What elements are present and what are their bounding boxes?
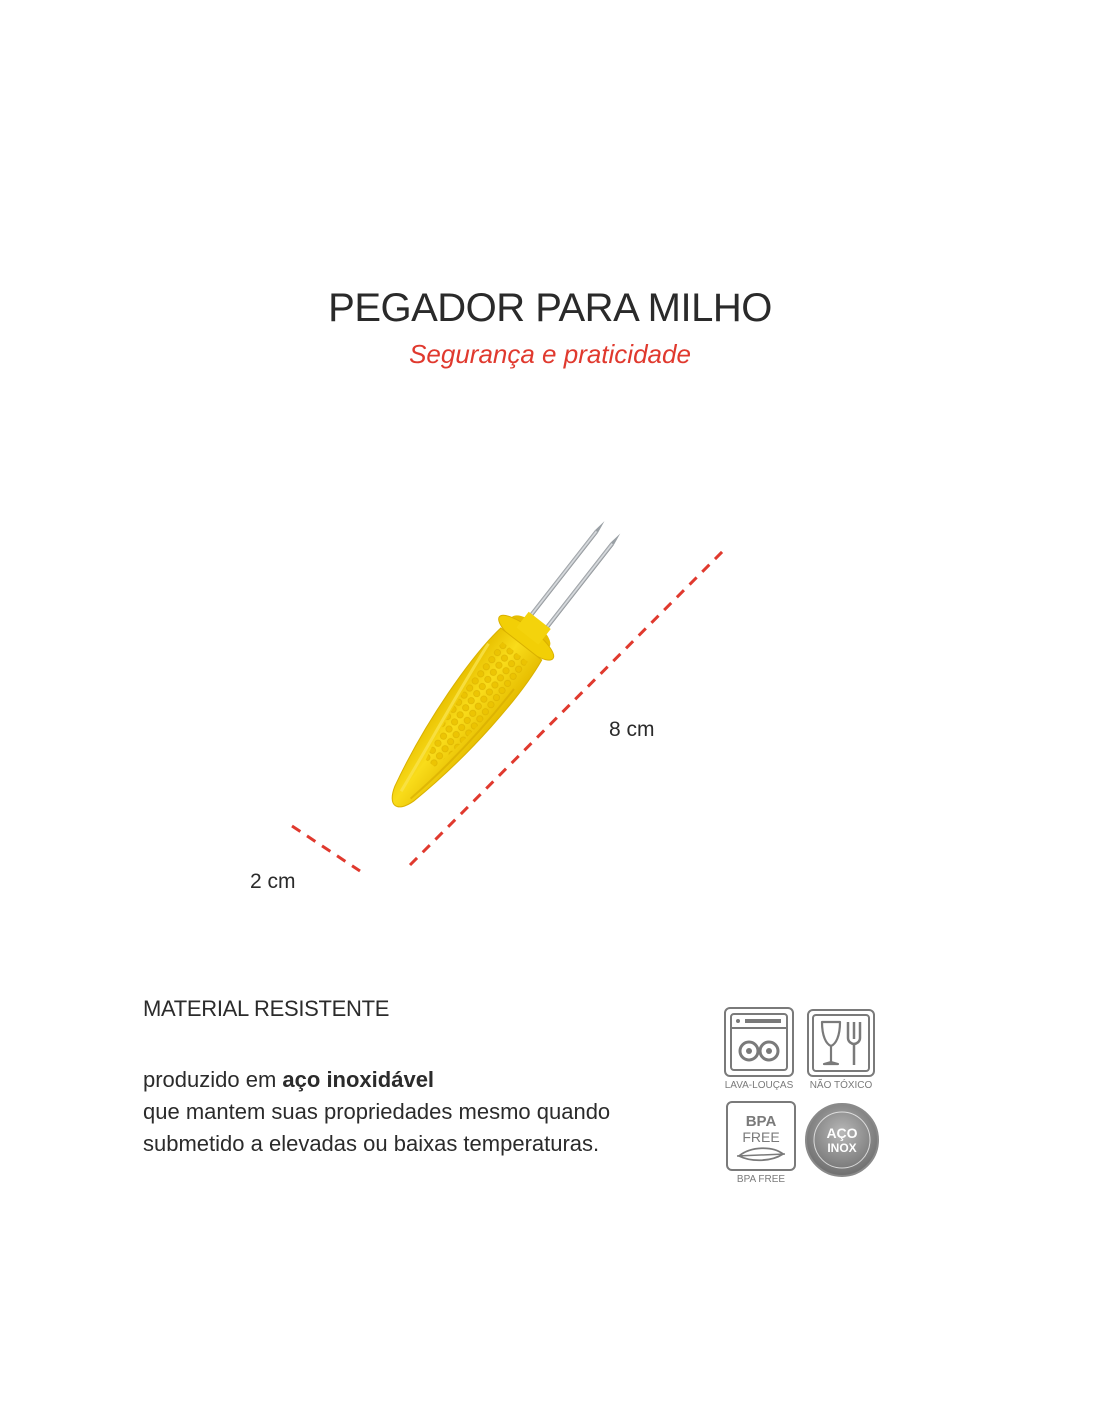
free-text: FREE (742, 1129, 780, 1145)
material-description (143, 1064, 610, 1160)
description-bold: aço inoxidável (282, 1067, 435, 1092)
dishwasher-icon (723, 1006, 795, 1078)
section-heading: MATERIAL RESISTENTE (143, 996, 390, 1021)
leaf-icon (725, 1100, 797, 1172)
width-label: 2 cm (250, 870, 296, 893)
glass-fork-icon (806, 1008, 876, 1078)
width-dimension-line (292, 826, 360, 871)
description-line-1 (143, 1064, 610, 1096)
inox-text: INOX (827, 1141, 857, 1155)
aco-text: AÇO (826, 1125, 858, 1141)
description-line-2: que mantem suas propriedades mesmo quando (143, 1099, 611, 1124)
dishwasher-caption: LAVA-LOUÇAS (724, 1080, 794, 1091)
non-toxic-caption: NÃO TÓXICO (809, 1080, 873, 1091)
page-subtitle: Segurança e praticidade (409, 339, 691, 369)
description-prefix: produzido em (143, 1067, 283, 1092)
corn-holder (368, 506, 639, 826)
description-line-3: submetido a elevadas ou baixas temperaturas. (143, 1131, 600, 1156)
length-label: 8 cm (609, 718, 655, 741)
page-title: PEGADOR PARA MILHO (328, 286, 772, 330)
stainless-steel-badge (804, 1102, 880, 1178)
bpa-free-caption: BPA FREE (736, 1174, 786, 1185)
bpa-text: BPA (745, 1113, 777, 1130)
feature-badges (716, 1000, 896, 1200)
